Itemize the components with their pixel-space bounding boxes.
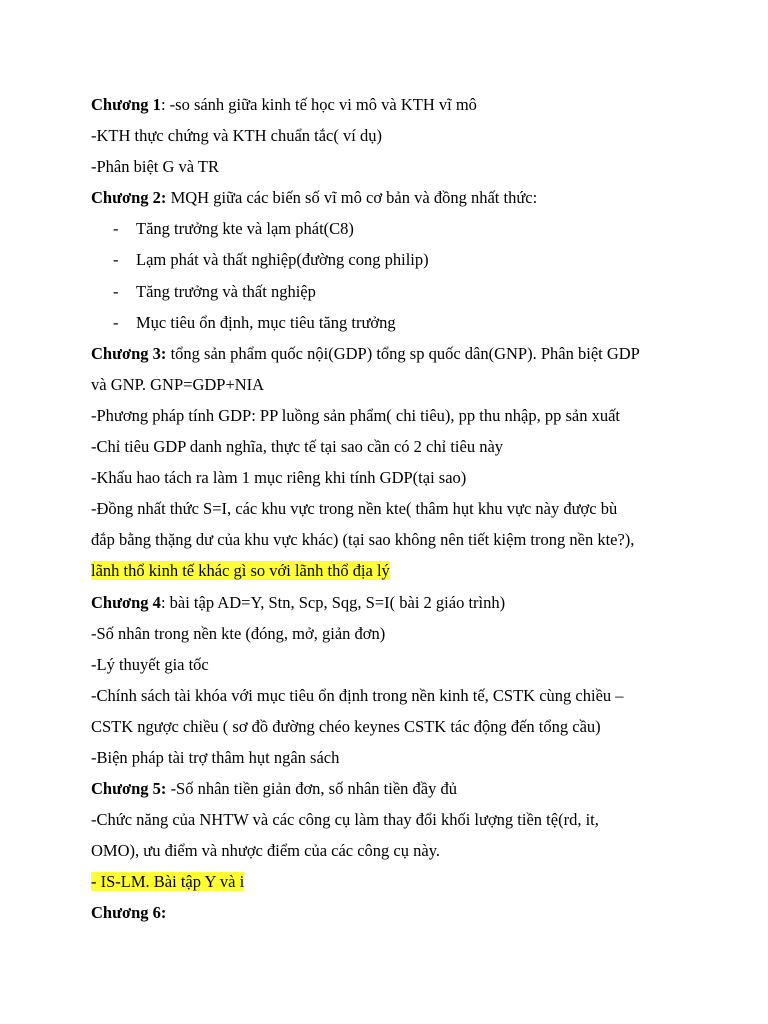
chapter-4-heading: [91, 587, 691, 618]
line-text: OMO), ưu điểm và nhược điểm của các công cụ này.: [91, 841, 441, 861]
text-line: [91, 431, 691, 462]
chapter-label: Chương 1: [91, 95, 161, 114]
text-line: [91, 835, 691, 866]
text-line: [91, 680, 691, 711]
text-line: [91, 649, 691, 680]
line-text: và GNP. GNP=GDP+NIA: [91, 374, 265, 394]
bullet-dash: -: [113, 312, 119, 332]
bullet-item: [91, 244, 691, 275]
text-line: [91, 618, 691, 649]
bullet-dash: -: [113, 219, 119, 239]
bullet-text: Lạm phát và thất nghiệp(đường cong philip): [136, 250, 429, 270]
line-text: -Biện pháp tài trợ thâm hụt ngân sách: [91, 747, 340, 767]
chapter-label: Chương 4: [91, 592, 161, 612]
bullet-text: Tăng trưởng kte và lạm phát(C8): [136, 219, 354, 239]
chapter-3-heading: [91, 338, 691, 369]
chapter-label: Chương 5:: [91, 779, 167, 799]
line-text: -Phân biệt G và TR: [91, 157, 220, 177]
bullet-item: [91, 213, 691, 244]
bullet-dash: -: [113, 281, 119, 301]
line-text: : -so sánh giữa kinh tế học vi mô và KTH vĩ mô: [160, 95, 477, 114]
line-text: -Đồng nhất thức S=I, các khu vực trong nền kte( thâm hụt khu vực này được bù: [91, 499, 618, 519]
chapter-5-heading: [91, 773, 691, 804]
line-text: -Số nhân trong nền kte (đóng, mở, giản đơn): [91, 623, 386, 643]
line-text: -Số nhân tiền giản đơn, số nhân tiền đầy đủ: [166, 779, 457, 799]
line-text: -Khấu hao tách ra làm 1 mục riêng khi tính GDP(tại sao): [91, 468, 467, 488]
highlighted-line: [91, 866, 691, 897]
text-line: [91, 742, 691, 773]
bullet-text: Tăng trưởng và thất nghiệp: [136, 281, 316, 301]
chapter-label: Chương 2:: [91, 188, 167, 208]
line-text: CSTK ngược chiều ( sơ đồ đường chéo keynes CSTK tác động đến tổng cầu): [91, 716, 601, 736]
bullet-dash: -: [113, 250, 119, 270]
line-text: MQH giữa các biến số vĩ mô cơ bản và đồng nhất thức:: [166, 188, 538, 208]
bullet-text: Mục tiêu ổn định, mục tiêu tăng trưởng: [136, 312, 396, 332]
text-line: [91, 400, 691, 431]
line-text: : bài tập AD=Y, Stn, Scp, Sqg, S=I( bài 2 giáo trình): [160, 592, 506, 612]
line-text: -Chức năng của NHTW và các công cụ làm thay đổi khối lượng tiền tệ(rd, it,: [91, 810, 599, 830]
text-line: [91, 151, 691, 182]
line-text: -Lý thuyết gia tốc: [91, 654, 209, 674]
line-text: tổng sản phẩm quốc nội(GDP) tổng sp quốc dân(GNP). Phân biệt GDP: [166, 343, 640, 363]
text-line: [91, 369, 691, 400]
text-line: [91, 462, 691, 493]
text-line: [91, 120, 691, 151]
chapter-6-heading: [91, 897, 691, 928]
line-text: đắp bằng thặng dư của khu vực khác) (tại sao không nên tiết kiệm trong nền kte?),: [91, 530, 635, 550]
chapter-1-heading: [91, 89, 691, 120]
chapter-label: Chương 6:: [91, 903, 167, 923]
line-text: -KTH thực chứng và KTH chuẩn tắc( ví dụ): [91, 126, 382, 146]
text-line: [91, 804, 691, 835]
text-line: [91, 524, 691, 555]
document-body: [91, 89, 691, 929]
bullet-item: [91, 276, 691, 307]
chapter-label: Chương 3:: [91, 343, 167, 363]
text-line: [91, 711, 691, 742]
line-text: -Phương pháp tính GDP: PP luồng sản phẩm( chi tiêu), pp thu nhập, pp sản xuất: [91, 405, 620, 425]
highlighted-text: - IS-LM. Bài tập Y và i: [91, 872, 245, 892]
line-text: -Chỉ tiêu GDP danh nghĩa, thực tế tại sao cần có 2 chỉ tiêu này: [91, 437, 504, 457]
chapter-2-heading: [91, 182, 691, 213]
bullet-item: [91, 307, 691, 338]
text-line: [91, 493, 691, 524]
line-text: -Chính sách tài khóa với mục tiêu ổn định trong nền kinh tế, CSTK cùng chiều –: [91, 685, 624, 705]
highlighted-line: [91, 555, 691, 586]
highlighted-text: lãnh thổ kinh tế khác gì so với lãnh thổ địa lý: [91, 561, 390, 581]
